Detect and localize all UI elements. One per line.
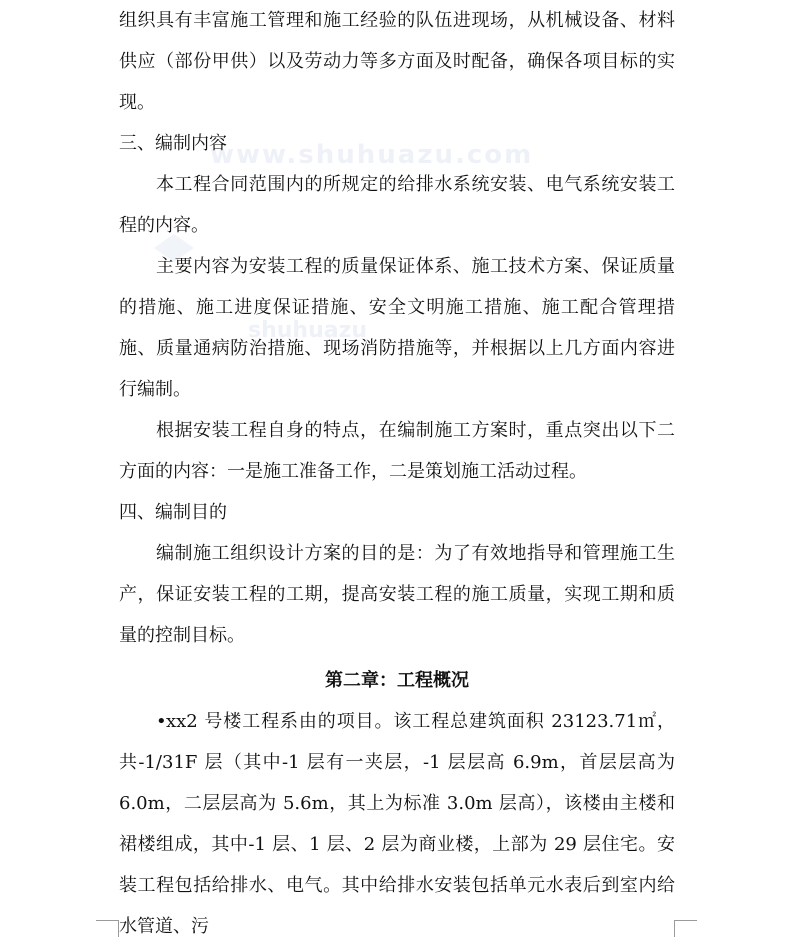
- section-heading-4: 四、编制目的: [119, 502, 227, 523]
- paragraph-project-overview: [119, 701, 675, 947]
- document-body: [119, 0, 675, 947]
- paragraph-focus-points: 根据安装工程自身的特点，在编制施工方案时，重点突出以下二方面的内容：一是施工准备工作，二是策划施工活动过程。: [119, 420, 675, 482]
- watermark-text: www.shuhuazu.com: [210, 140, 534, 170]
- page-corner-mark-left: [96, 920, 119, 937]
- paragraph-team-organization: 组织具有丰富施工管理和施工经验的队伍进现场，从机械设备、材料供应（部份甲供）以及劳动力等多方面及时配备，确保各项目标的实现。: [119, 10, 675, 113]
- paragraph-purpose: 编制施工组织设计方案的目的是：为了有效地指导和管理施工生产，保证安装工程的工期，提高安装工程的施工质量，实现工期和质量的控制目标。: [119, 543, 675, 646]
- paragraph-main-content: 主要内容为安装工程的质量保证体系、施工技术方案、保证质量的措施、施工进度保证措施、安全文明施工措施、施工配合管理措施、质量通病防治措施、现场消防措施等，并根据以上几方面内容进行编制。: [119, 256, 675, 400]
- page-corner-mark-right: [674, 920, 697, 937]
- bullet-icon: •: [156, 711, 167, 732]
- paragraph-contract-scope: 本工程合同范围内的所规定的给排水系统安装、电气系统安装工程的内容。: [119, 174, 675, 236]
- project-overview-text: xx2 号楼工程系由的项目。该工程总建筑面积 23123.71㎡，共-1/31F 层（其中-1 层有一夹层，-1 层层高 6.9m，首层层高为 6.0m，二层层高为 5.6m，其上为标准 3.0m 层高），该楼由主楼和裙楼组成，其中-1 层、1 层、2 层为商业楼，上部为 29 层住宅。安装工程包括给排水、电气。其中给排水安装包括单元水表后到室内给水管道、污: [119, 711, 675, 937]
- section-heading-3: 三、编制内容: [119, 133, 227, 154]
- watermark-text-secondary: shuhuazu: [248, 318, 368, 343]
- chapter-title: 第二章：工程概况: [325, 670, 469, 691]
